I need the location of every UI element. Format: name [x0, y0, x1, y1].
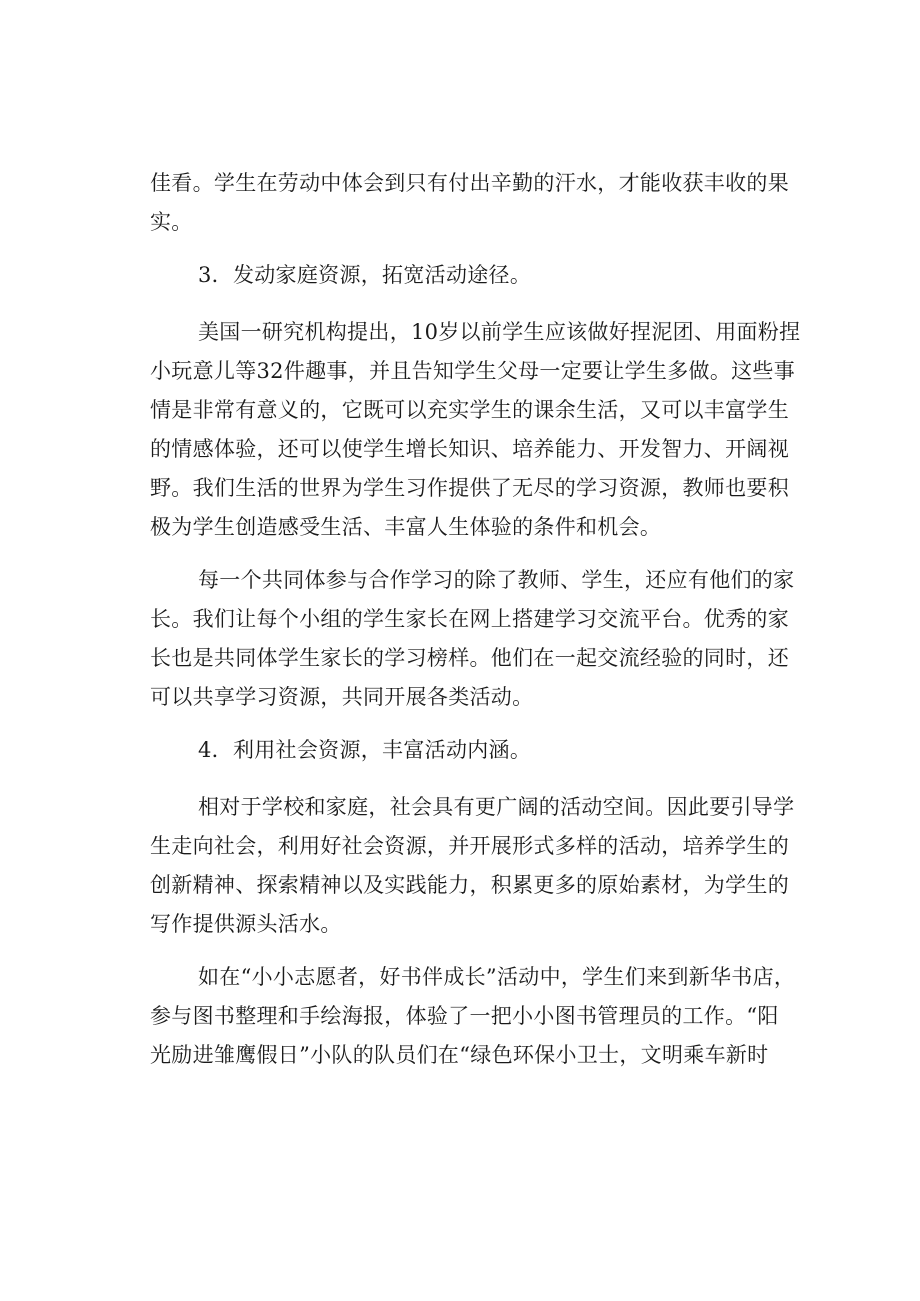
paragraph-research-institute — [150, 313, 810, 547]
heading-line: 3．发动家庭资源，拓宽活动途径。 — [198, 263, 532, 287]
text-line: 长也是共同体学生家长的学习榜样。他们在一起交流经验的同时，还 — [150, 646, 789, 670]
section-heading-3 — [150, 256, 810, 295]
paragraph-continuation — [150, 164, 810, 242]
text-line: 极为学生创造感受生活、丰富人生体验的条件和机会。 — [150, 515, 662, 539]
text-line: 写作提供源头活水。 — [150, 912, 342, 936]
section-heading-4 — [150, 731, 810, 770]
text-line: 小玩意儿等32件趣事，并且告知学生父母一定要让学生多做。这些事 — [150, 359, 796, 383]
document-body — [150, 164, 810, 1075]
paragraph-parents — [150, 561, 810, 717]
text-line: 光励进雏鹰假日”小队的队员们在“绿色环保小卫士，文明乘车新时 — [150, 1043, 769, 1067]
text-line: 长。我们让每个小组的学生家长在网上搭建学习交流平台。优秀的家 — [150, 607, 789, 631]
text-line: 的情感体验，还可以使学生增长知识、培养能力、开发智力、开阔视 — [150, 437, 789, 461]
text-line: 每一个共同体参与合作学习的除了教师、学生，还应有他们的家 — [198, 568, 795, 592]
text-line: 佳看。学生在劳动中体会到只有付出辛勤的汗水，才能收获丰收的果 — [150, 171, 789, 195]
text-line: 相对于学校和家庭，社会具有更广阔的活动空间。因此要引导学 — [198, 795, 795, 819]
paragraph-society — [150, 788, 810, 944]
text-line: 情是非常有意义的，它既可以充实学生的课余生活，又可以丰富学生 — [150, 398, 789, 422]
heading-line: 4．利用社会资源，丰富活动内涵。 — [198, 738, 532, 762]
text-line: 创新精神、探索精神以及实践能力，积累更多的原始素材，为学生的 — [150, 873, 789, 897]
paragraph-volunteers — [150, 958, 810, 1075]
text-line: 生走向社会，利用好社会资源，并开展形式多样的活动，培养学生的 — [150, 834, 789, 858]
text-line: 可以共享学习资源，共同开展各类活动。 — [150, 685, 534, 709]
text-line: 美国一研究机构提出，10岁以前学生应该做好捏泥团、用面粉捏 — [198, 320, 801, 344]
text-line: 实。 — [150, 210, 193, 234]
text-line: 参与图书整理和手绘海报，体验了一把小小图书管理员的工作。“阳 — [150, 1004, 779, 1028]
text-line: 如在“小小志愿者，好书伴成长”活动中，学生们来到新华书店， — [198, 965, 796, 989]
text-line: 野。我们生活的世界为学生习作提供了无尽的学习资源，教师也要积 — [150, 476, 789, 500]
